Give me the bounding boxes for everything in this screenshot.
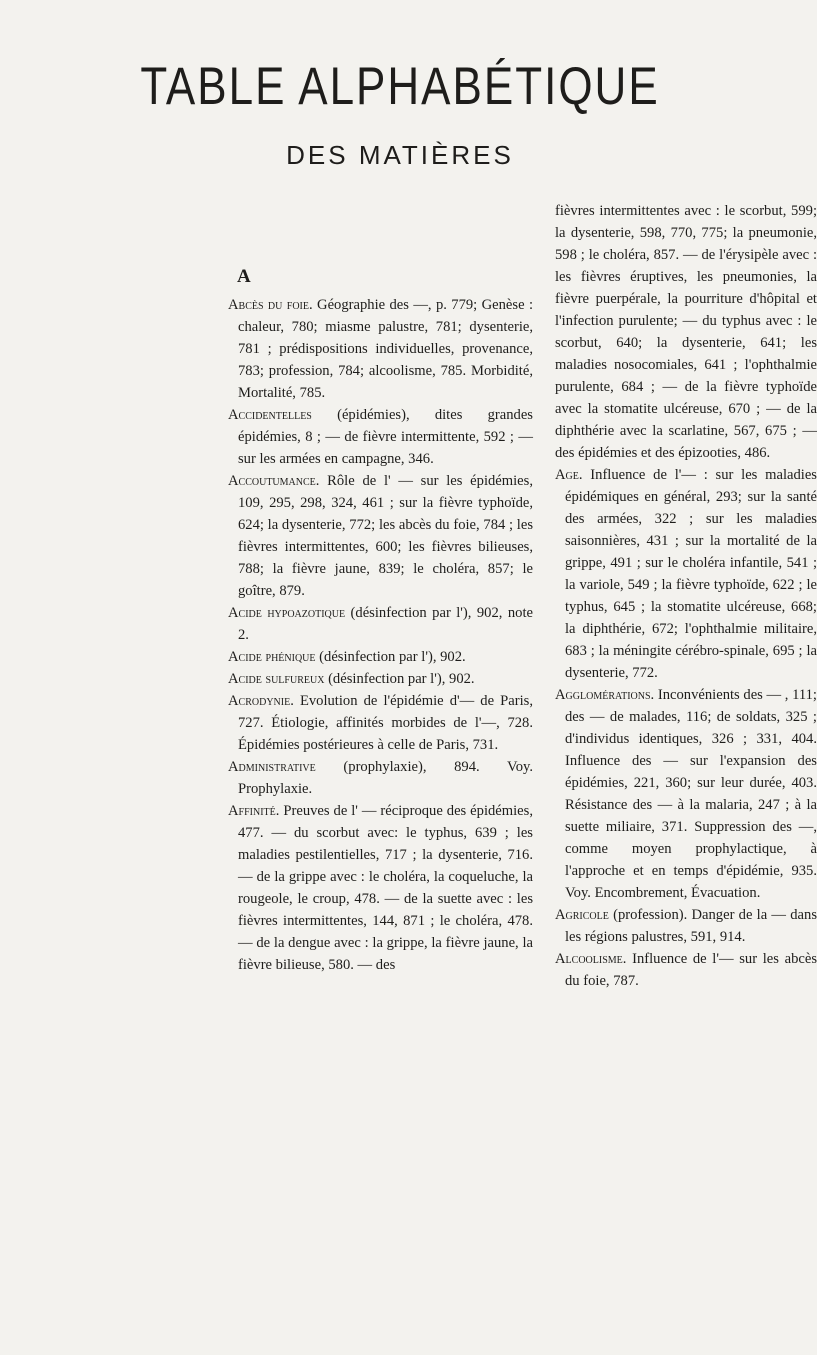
entry-text: fièvres intermittentes avec : le scorbut, 599; la dysenterie, 598, 770, 775; la pneumonie, 598 ; le choléra, 857. — de l'érysipèle avec : les fièvres éruptives, les pneumonies, la fièvre puerpérale, la pourriture d'hôpital et l'infection purulente; — du typhus avec : le scorbut, 640; la dysenterie, 641; les maladies nosocomiales, 641 ; l'ophthalmie purulente, 684 ; — de la fièvre typhoïde avec la stomatite ulcéreuse, 670 ; — de la diphthérie avec la scarlatine, 567, 675 ; — des épidémies et des épizooties, 486. bbox=[555, 203, 817, 461]
index-entry bbox=[555, 684, 817, 904]
entry-heading: Acide phénique bbox=[228, 649, 316, 665]
entry-heading: Agglomérations. bbox=[555, 687, 655, 703]
entry-heading: Acide hypoazotique bbox=[228, 605, 346, 621]
index-entry bbox=[555, 948, 817, 992]
index-entry bbox=[228, 668, 533, 690]
entry-text: Influence de l'— : sur les maladies épidémiques en général, 293; sur la santé des armées, 322 ; sur les maladies saisonnières, 431 ; sur la mortalité de la grippe, 491 ; sur le choléra infantile, 541 ; la variole, 549 ; la fièvre typhoïde, 622 ; le typhus, 645 ; la stomatite ulcéreuse, 668; la diphthérie, 672; l'ophthalmie militaire, 683 ; la méningite cérébro-spinale, 695 ; la dysenterie, 772. bbox=[565, 467, 817, 681]
entry-text: (désinfection par l'), 902. bbox=[315, 649, 466, 665]
entry-text: (désinfection par l'), 902. bbox=[324, 671, 475, 687]
entry-heading: Abcès du foie. bbox=[228, 297, 313, 313]
index-entry bbox=[228, 470, 533, 602]
index-entry-continued bbox=[555, 200, 817, 464]
entry-heading: Agricole bbox=[555, 907, 609, 923]
entry-text: Evolution de l'épidémie d'— de Paris, 727. Étiologie, affinités morbides de l'—, 728. Épidémies postérieures à celle de Paris, 731. bbox=[238, 693, 533, 753]
index-entry bbox=[228, 756, 533, 800]
index-entry bbox=[228, 602, 533, 646]
entry-heading: Accidentelles bbox=[228, 407, 312, 423]
right-column bbox=[555, 200, 817, 992]
index-entry bbox=[228, 690, 533, 756]
entry-text: (profession). Danger de la — dans les régions palustres, 591, 914. bbox=[565, 907, 817, 945]
index-entry bbox=[228, 800, 533, 976]
left-column bbox=[228, 294, 533, 976]
entry-text: (épidémies), dites grandes épidémies, 8 ; — de fièvre intermittente, 592 ; — sur les armées en campagne, 346. bbox=[238, 407, 533, 467]
index-entry bbox=[228, 404, 533, 470]
entry-text: Géographie des —, p. 779; Genèse : chaleur, 780; miasme palustre, 781; dysenterie, 781 ; prédispositions individuelles, provenance, 783; profession, 784; alcoolisme, 785. Morbidité, Mortalité, 785. bbox=[238, 297, 533, 401]
entry-heading: Acrodynie. bbox=[228, 693, 294, 709]
entry-text: Influence de l'— sur les abcès du foie, 787. bbox=[565, 951, 817, 989]
page-title: TABLE ALPHABÉTIQUE bbox=[140, 57, 660, 116]
entry-text: Rôle de l' — sur les épidémies, 109, 295, 298, 324, 461 ; sur la fièvre typhoïde, 624; la dysenterie, 772; les abcès du foie, 784 ; les fièvres intermittentes, 600; les fièvres bilieuses, 788; la fièvre jaune, 839; le choléra, 857; le goître, 879. bbox=[238, 473, 533, 599]
entry-text: Inconvénients des — , 111; des — de malades, 116; de soldats, 325 ; d'individus identiques, 326 ; 331, 404. Influence des — sur l'expansion des épidémies, 221, 360; sur leur durée, 403. Résistance des — à la malaria, 247 ; à la suette miliaire, 371. Suppression des —, comme moyen prophylactique, à l'approche et en temps d'épidémie, 935. Voy. Encombrement, Évacuation. bbox=[565, 687, 817, 901]
entry-heading: Alcoolisme. bbox=[555, 951, 627, 967]
entry-heading: Affinité. bbox=[228, 803, 280, 819]
index-entry bbox=[555, 904, 817, 948]
entry-text: (prophylaxie), 894. Voy. Prophylaxie. bbox=[238, 759, 533, 797]
entry-heading: Age. bbox=[555, 467, 583, 483]
entry-heading: Accoutumance. bbox=[228, 473, 320, 489]
index-entry bbox=[228, 294, 533, 404]
entry-text: Preuves de l' — réciproque des épidémies, 477. — du scorbut avec: le typhus, 639 ; les maladies pestilentielles, 717 ; la dysenterie, 716. — de la grippe avec : le choléra, la coqueluche, la rougeole, le croup, 478. — de la suette avec : les fièvres intermittentes, 144, 871 ; le choléra, 478. — de la dengue avec : la grippe, la fièvre jaune, la fièvre bilieuse, 580. — des bbox=[238, 803, 533, 973]
section-letter: A bbox=[237, 266, 251, 287]
index-entry bbox=[228, 646, 533, 668]
page-subtitle: DES MATIÈRES bbox=[286, 140, 514, 170]
entry-heading: Administrative bbox=[228, 759, 316, 775]
index-entry bbox=[555, 464, 817, 684]
entry-text: (désinfection par l'), 902, note 2. bbox=[238, 605, 533, 643]
entry-heading: Acide sulfureux bbox=[228, 671, 325, 687]
